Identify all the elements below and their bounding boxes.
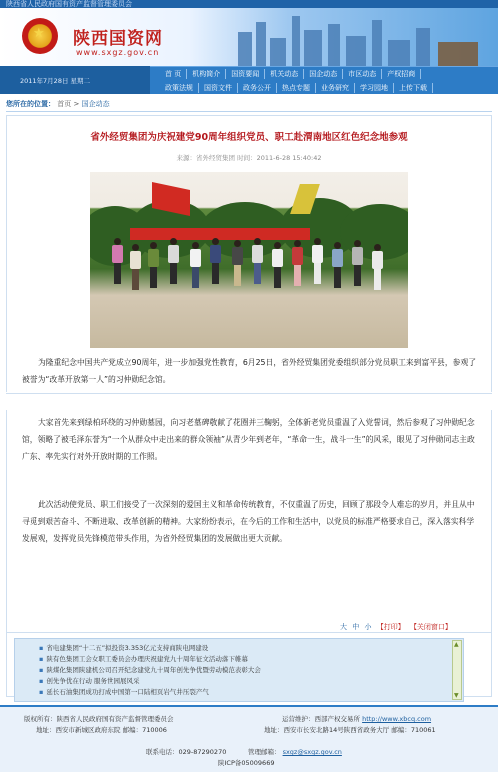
footer-phone: 联系电话：029-87290270 <box>146 748 227 756</box>
font-size-small-link[interactable]: 小 <box>364 623 372 631</box>
footer-icp[interactable]: 陕ICP备05009669 <box>218 759 275 767</box>
site-name[interactable]: 陕西国资网 <box>73 29 163 49</box>
page-gap-divider <box>6 393 492 394</box>
nav-item-documents[interactable]: 国资文件 <box>199 83 238 93</box>
related-news-item[interactable]: ▪ 陕煤化集团陕建机公司召开纪念建党九十周年创先争优暨劳动模范表彰大会 <box>39 665 463 676</box>
footer-email-link[interactable]: sxgz@sxgz.gov.cn <box>282 748 342 756</box>
site-footer <box>0 705 498 772</box>
nav-item-topics[interactable]: 热点专题 <box>277 83 316 93</box>
page-gap <box>0 392 498 410</box>
print-link[interactable]: 【打印】 <box>376 623 405 631</box>
nav-item-city[interactable]: 市区动态 <box>343 69 382 79</box>
nav-item-research[interactable]: 业务研究 <box>316 83 355 93</box>
footer-maintainer-address: 地址：西安市长安北路14号陕西省政务大厅 邮编：710061 <box>264 726 436 734</box>
footer-email <box>248 747 342 756</box>
related-news-item[interactable]: ▪ 创先争优在行动 服务世园展风采 <box>39 676 463 687</box>
close-window-link[interactable]: 【关闭窗口】 <box>409 623 452 631</box>
footer-address: 地址：西安市新城区政府东院 邮编：710006 <box>36 726 167 734</box>
city-skyline-image <box>238 14 498 66</box>
footer-maintainer-link[interactable]: http://www.xbcq.com <box>362 715 432 723</box>
related-news-item[interactable]: ▪ 延长石油集团成功打成中国第一口陆相页岩气井压裂产气 <box>39 687 463 698</box>
article-paragraph-3: 此次活动使党员、职工们接受了一次深刻的爱国主义和革命传统教育，不仅重温了历史，回顾了那段令人难忘的岁月，并且从中寻觅到艰苦奋斗、不断进取、改革创新的精神。大家纷纷表示，在今后的工作和生活中，以党员的标准严格要求自己，深入落实科学发展观，发挥党员先锋模范带头作用，为省外经贸集团的发展做出更大贡献。 <box>22 500 475 543</box>
related-news-item[interactable]: ▪ 陕有色集团工会女职工委员会办理庆祝建党九十周年征文活动落下帷幕 <box>39 654 463 665</box>
related-news-scrollbar[interactable] <box>452 640 462 700</box>
nav-item-policy[interactable]: 政策法规 <box>160 83 199 93</box>
breadcrumb-home[interactable]: 首页 <box>57 100 72 108</box>
group-photo-image <box>90 172 408 348</box>
site-url: www.sxgz.gov.cn <box>76 48 160 57</box>
top-banner-strip <box>0 0 498 8</box>
footer-maintainer <box>282 714 431 723</box>
breadcrumb-divider <box>6 111 492 112</box>
tools-divider <box>6 632 492 633</box>
footer-maintainer-label: 运营维护：西部产权交易所 <box>282 715 360 723</box>
site-header <box>0 8 498 66</box>
article-paragraph-1: 为隆重纪念中国共产党成立90周年，进一步加强党性教育，6月25日，省外经贸集团党委组织部分党员职工来到富平县，参观了被誉为“改革开放第一人”的习仲勋纪念馆。 <box>22 358 477 384</box>
nav-item-home[interactable]: 首 页 <box>160 69 187 79</box>
nav-item-learning[interactable]: 学习园地 <box>355 83 394 93</box>
footer-email-label: 管理邮箱： <box>248 748 281 756</box>
top-banner-text: 陕西省人民政府国有资产监督管理委员会 <box>6 0 132 8</box>
article-paragraph-2: 大家首先来到绿柏环绕的习仲勋墓园，向习老墓碑敬献了花圈并三鞠躬，全体新老党员重温了入党誓词，然后参观了习仲勋纪念馆，领略了被毛泽东誉为“一个从群众中走出来的群众领袖”从青少年到老年，“革命一生，战斗一生”的风采，眼见了习仲勋同志主政广东、率先实行对外开放时期的工作照。 <box>22 418 475 461</box>
nav-row-1 <box>160 69 421 79</box>
related-news-box <box>14 638 464 702</box>
nav-item-public-affairs[interactable]: 政务公开 <box>238 83 277 93</box>
nav-item-agency[interactable]: 机关动态 <box>265 69 304 79</box>
nav-item-enterprise[interactable]: 国企动态 <box>304 69 343 79</box>
related-news-item[interactable]: ▪ 省电建集团“十二五”拟投资3.353亿元支持商陕电网建设 <box>39 643 463 654</box>
related-news-list <box>15 639 463 698</box>
breadcrumb-label: 您所在的位置： <box>6 100 55 108</box>
nav-row-2 <box>160 83 433 93</box>
nav-item-about[interactable]: 机构简介 <box>187 69 226 79</box>
breadcrumb-separator: > <box>73 100 80 108</box>
breadcrumb-current[interactable]: 国企动态 <box>81 100 110 108</box>
breadcrumb <box>6 99 492 111</box>
current-date: 2011年7月28日 星期二 <box>0 66 150 94</box>
nav-item-investment[interactable]: 产权招商 <box>382 69 421 79</box>
nav-item-news[interactable]: 国资要闻 <box>226 69 265 79</box>
article-tools <box>340 622 455 632</box>
national-emblem-icon <box>22 18 58 54</box>
article-title: 省外经贸集团为庆祝建党90周年组织党员、职工赴渭南地区红色纪念地参观 <box>90 132 408 143</box>
font-size-medium-link[interactable]: 中 <box>352 623 360 631</box>
article-meta: 来源：省外经贸集团 时间：2011-6-28 15:40:42 <box>176 154 322 162</box>
footer-copyright: 版权所有：陕西省人民政府国有资产监督管理委员会 <box>24 715 174 723</box>
nav-item-downloads[interactable]: 上传下载 <box>394 83 433 93</box>
font-size-large-link[interactable]: 大 <box>340 623 347 631</box>
